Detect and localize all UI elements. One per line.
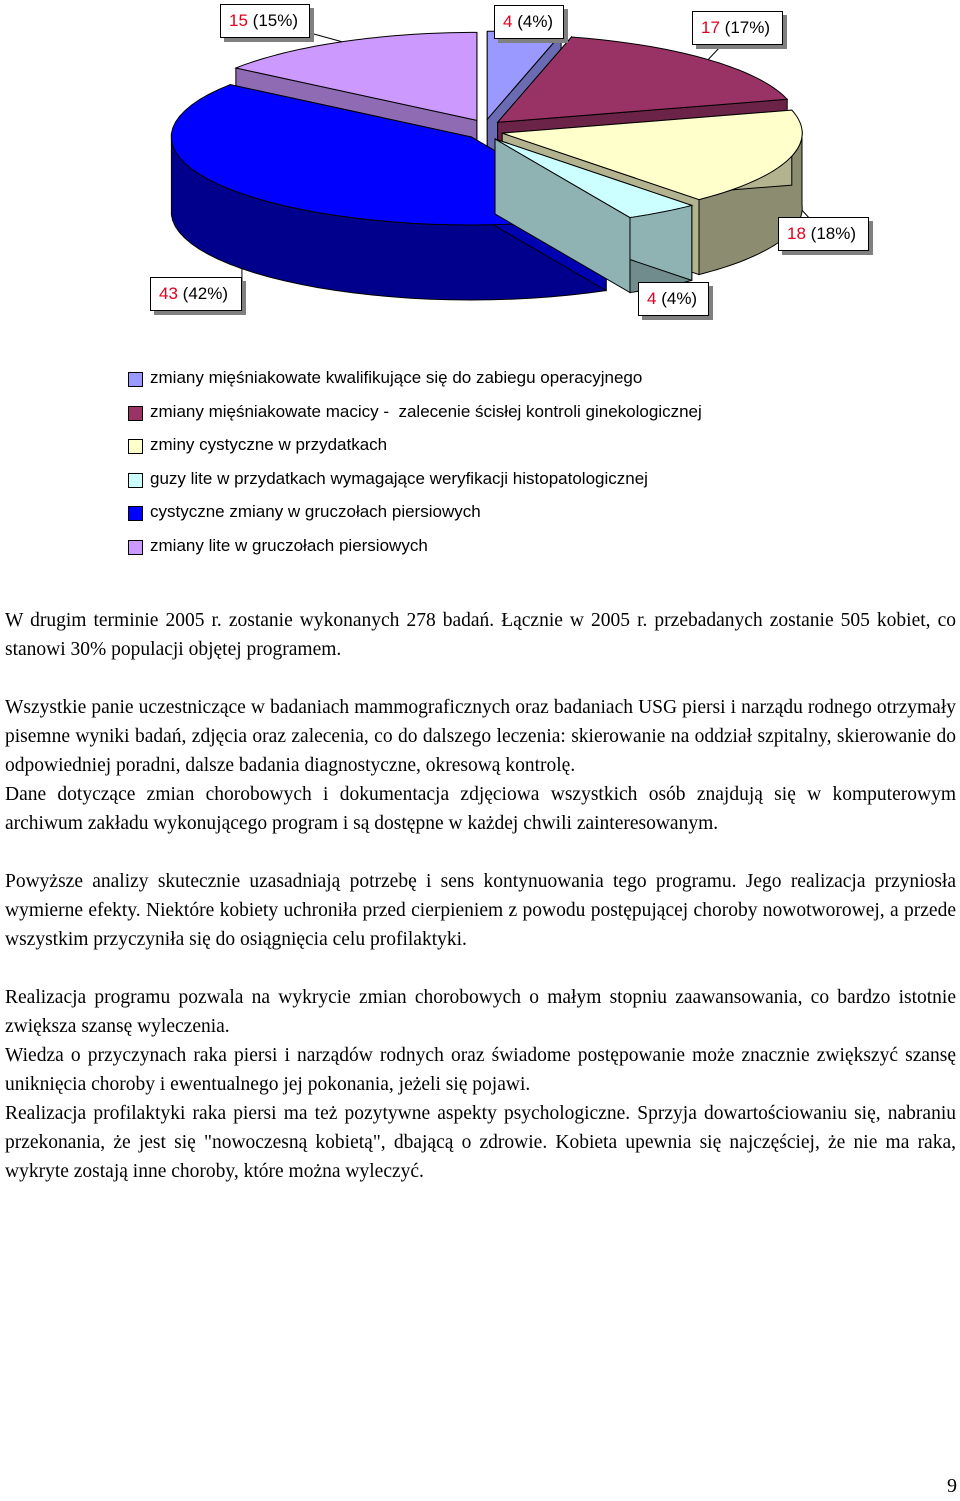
data-label-slice-1: 17 (17%) — [692, 11, 783, 45]
legend-item — [128, 431, 908, 465]
paragraph: Realizacja programu pozwala na wykrycie zmian chorobowych o małym stopniu zaawansowania, co bardzo istotnie zwiększa szansę wyleczenia. — [5, 987, 956, 1037]
paragraph: Powyższe analizy skutecznie uzasadniają potrzebę i sens kontynuowania tego programu. Jego realizacja przyniosła wymierne efekty. Niektóre kobiety uchroniła przed cierpieniem z powodu postępującej choroby nowotworowej, a przede wszystkim przyczyniła się do osiągnięcia celu profilaktyki. — [5, 871, 956, 950]
paragraph: W drugim terminie 2005 r. zostanie wykonanych 278 badań. Łącznie w 2005 r. przebadanych zostanie 505 kobiet, co stanowi 30% populacji objętej programem. — [5, 610, 956, 660]
legend-item — [128, 465, 908, 499]
data-label-slice-5: 15 (15%) — [220, 4, 310, 38]
legend-swatch — [128, 506, 143, 521]
data-label-slice-3: 4 (4%) — [638, 282, 709, 316]
paragraph: Dane dotyczące zmian chorobowych i dokumentacja zdjęciowa wszystkich osób znajdują się w komputerowym archiwum zakładu wykonującego program i są dostępne w każdej chwili zainteresowanym. — [5, 784, 956, 834]
legend-swatch — [128, 540, 143, 555]
body-text — [5, 606, 956, 1186]
chart-legend — [128, 364, 908, 565]
legend-label: guzy lite w przydatkach wymagające weryfikacji histopatologicznej — [150, 468, 648, 488]
legend-item — [128, 398, 908, 432]
legend-label: zmiany mięśniakowate kwalifikujące się do zabiegu operacyjnego — [150, 368, 643, 387]
paragraph: Wszystkie panie uczestniczące w badaniach mammograficznych oraz badaniach USG piersi i narządu rodnego otrzymały pisemne wyniki badań, zdjęcia oraz zalecenia, co do dalszego leczenia: skierowanie na oddział szpitalny, skierowanie do odpowiedniej poradni, dalsze badania diagnostyczne, okresową kontrolę. — [5, 697, 956, 776]
legend-swatch — [128, 439, 143, 454]
data-label-slice-0: 4 (4%) — [494, 5, 564, 39]
legend-item — [128, 498, 908, 532]
data-label-slice-4: 43 (42%) — [150, 277, 242, 311]
paragraph: Wiedza o przyczynach raka piersi i narządów rodnych oraz świadome postępowanie może znacznie zwiększyć szansę uniknięcia choroby i ewentualnego jej pokonania, jeżeli się pojawi. — [5, 1045, 956, 1095]
legend-swatch — [128, 473, 143, 488]
legend-item — [128, 364, 908, 398]
legend-swatch — [128, 372, 143, 387]
pie-chart-svg — [0, 0, 960, 335]
legend-label: cystyczne zmiany w gruczołach piersiowych — [150, 502, 481, 521]
legend-label: zminy cystyczne w przydatkach — [150, 435, 388, 454]
page-number: 9 — [947, 1475, 957, 1497]
paragraph: Realizacja profilaktyki raka piersi ma też pozytywne aspekty psychologiczne. Sprzyja dowartościowaniu się, nabraniu przekonania, że jest się "nowoczesną kobietą", dbającą o zdrowie. Kobieta upewnia się najczęściej, że nie ma raka, wykryte zostają inne choroby, które można wyleczyć. — [5, 1103, 956, 1182]
data-label-slice-2: 18 (18%) — [778, 217, 869, 251]
legend-item — [128, 532, 908, 566]
pie-chart — [0, 0, 960, 335]
legend-label: zmiany lite w gruczołach piersiowych — [150, 535, 428, 555]
legend-label: zmiany mięśniakowate macicy - zalecenie ścisłej kontroli ginekologicznej — [150, 401, 702, 421]
legend-swatch — [128, 406, 143, 421]
